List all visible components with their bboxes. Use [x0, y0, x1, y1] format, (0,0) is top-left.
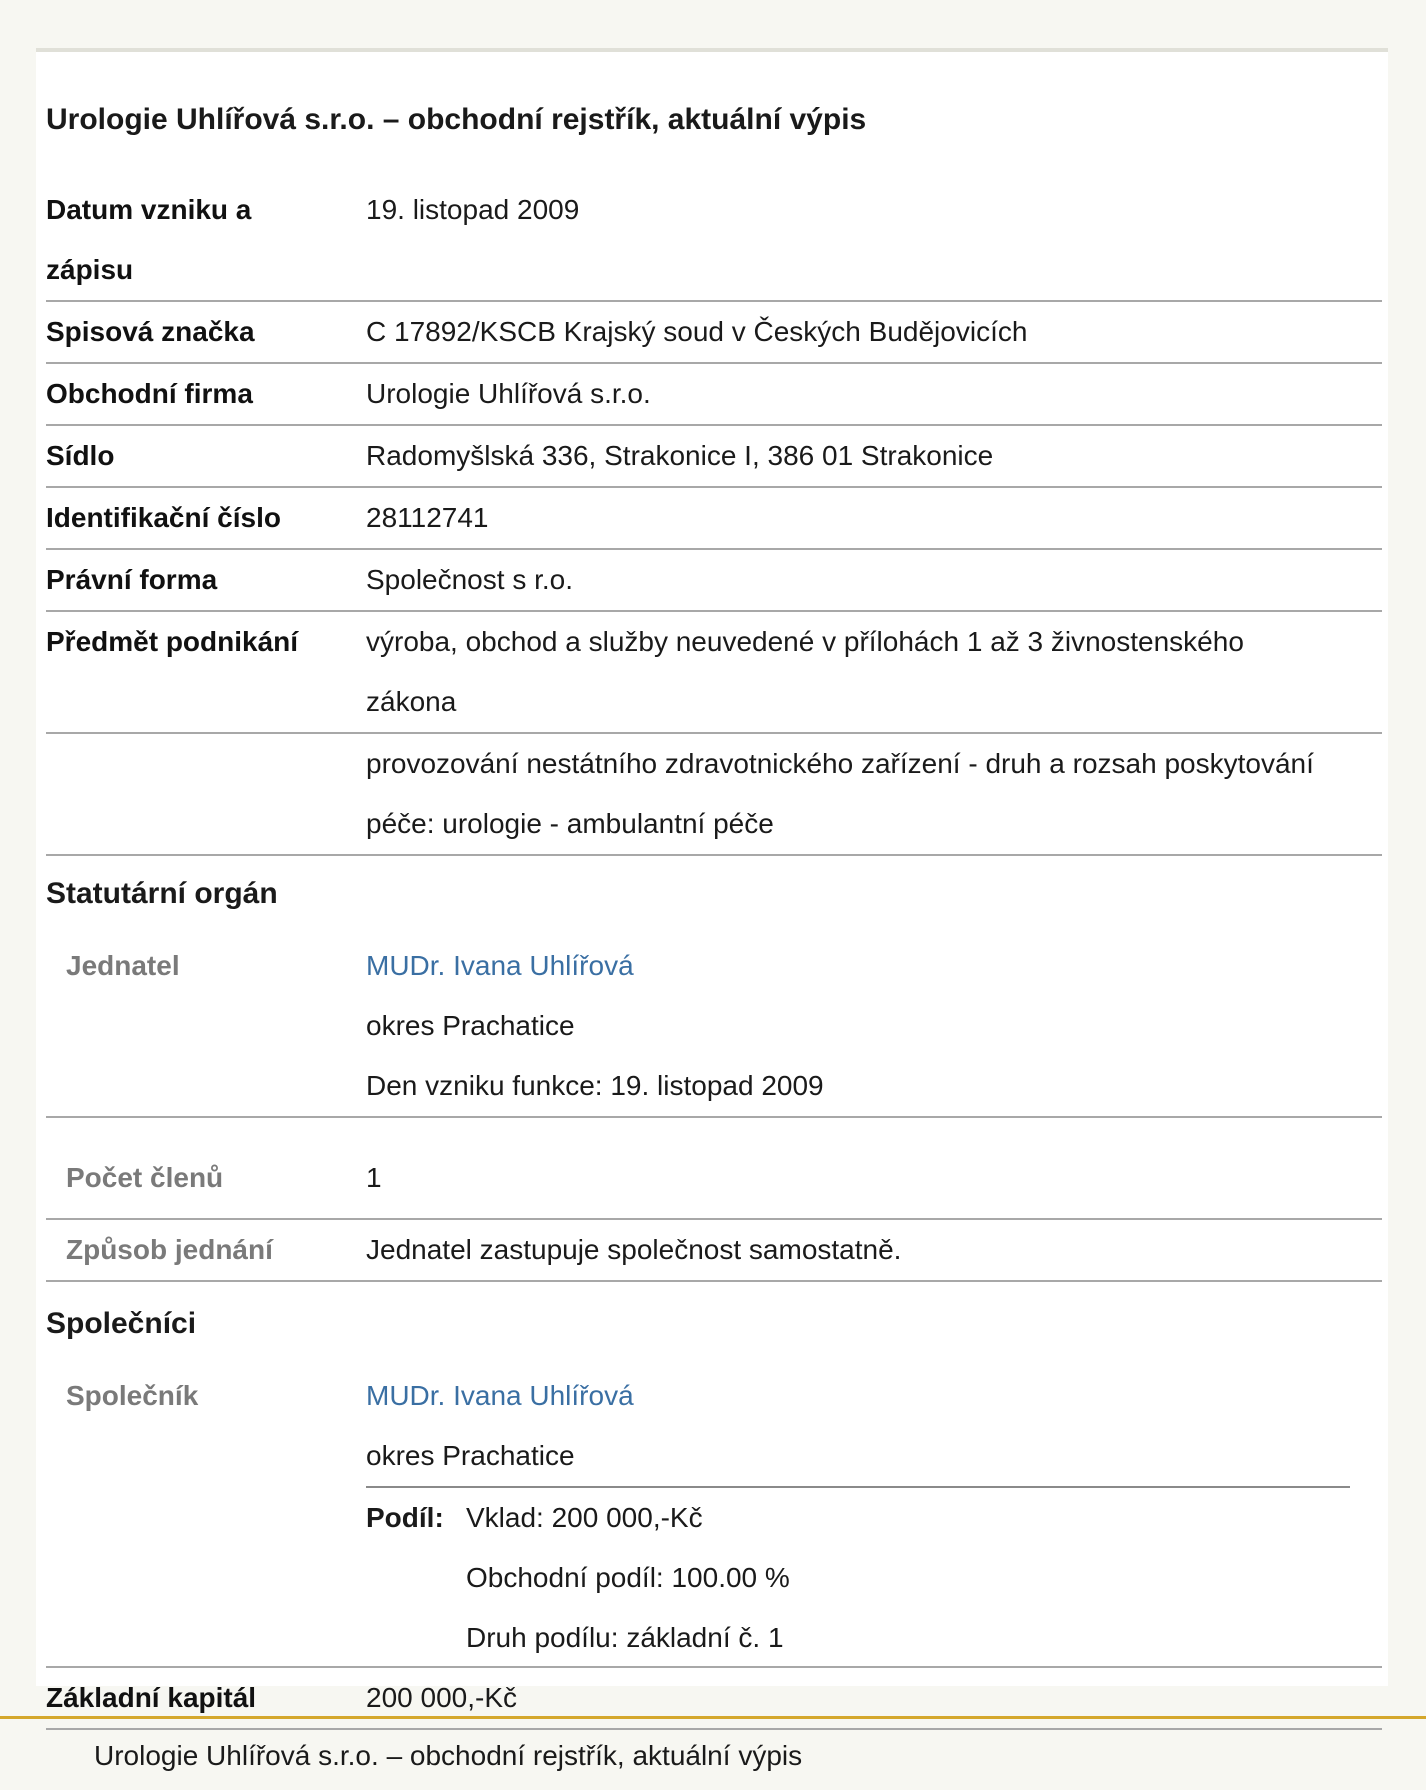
row-label: Sídlo [46, 440, 115, 471]
row-obchodni-firma [46, 364, 1382, 426]
value-line: okres Prachatice [366, 1010, 575, 1041]
podil-label: Podíl: [366, 1502, 444, 1533]
row-value: Společnost s r.o. [366, 564, 574, 595]
row-value: Urologie Uhlířová s.r.o. [366, 378, 651, 409]
footer-title: Urologie Uhlířová s.r.o. – obchodní rejstřík, aktuální výpis [94, 1740, 803, 1771]
value-line: okres Prachatice [366, 1440, 575, 1471]
registry-extract-card [36, 52, 1388, 1713]
jednatel-name-link[interactable]: MUDr. Ivana Uhlířová [366, 950, 634, 981]
row-value: Radomyšlská 336, Strakonice I, 386 01 Strakonice [366, 440, 994, 471]
row-pocet-clenu [46, 1138, 1382, 1220]
row-value: 28112741 [366, 502, 489, 533]
section-heading-spolecnici: Společníci [46, 1307, 197, 1340]
row-jednatel [46, 936, 1382, 1118]
row-zpusob-jednani [46, 1220, 1382, 1282]
row-label: Právní forma [46, 564, 218, 595]
row-datum-vzniku [46, 180, 1382, 302]
label-line: Datum vzniku a [46, 194, 252, 225]
value-line: výroba, obchod a služby neuvedené v přílohách 1 až 3 živnostenského [366, 626, 1244, 657]
row-value [366, 1366, 1382, 1486]
row-label: Jednatel [66, 950, 180, 981]
footer-divider [0, 1716, 1426, 1719]
row-label: Základní kapitál [46, 1682, 257, 1713]
row-pravni-forma [46, 550, 1382, 612]
value-line: provozování nestátního zdravotnického zařízení - druh a rozsah poskytování [366, 748, 1314, 779]
value-line: péče: urologie - ambulantní péče [366, 808, 774, 839]
row-label [46, 180, 346, 300]
row-value: 1 [366, 1162, 382, 1193]
row-label: Počet členů [66, 1162, 224, 1193]
row-label: Způsob jednání [66, 1234, 273, 1265]
value-line: zákona [366, 686, 457, 717]
row-predmet-podnikani-2 [46, 734, 1382, 856]
row-label: Identifikační číslo [46, 502, 281, 533]
row-value: C 17892/KSCB Krajský soud v Českých Budějovicích [366, 316, 1028, 347]
row-identifikacni-cislo [46, 488, 1382, 550]
row-sidlo [46, 426, 1382, 488]
label-line: zápisu [46, 254, 134, 285]
obchodni-podil-value: Obchodní podíl: 100.00 % [466, 1562, 790, 1593]
section-heading-statutarni-organ: Statutární orgán [46, 877, 278, 910]
druh-podilu-value: Druh podílu: základní č. 1 [466, 1622, 784, 1653]
vklad-value: Vklad: 200 000,-Kč [466, 1502, 703, 1533]
value-line: Den vzniku funkce: 19. listopad 2009 [366, 1070, 824, 1101]
podil-values [466, 1488, 790, 1668]
row-spisova-znacka [46, 302, 1382, 364]
row-label: Předmět podnikání [46, 626, 299, 657]
row-predmet-podnikani [46, 612, 1382, 734]
row-value [366, 936, 1382, 1116]
row-value: 200 000,-Kč [366, 1682, 517, 1713]
page-title: Urologie Uhlířová s.r.o. – obchodní rejstřík, aktuální výpis [46, 103, 867, 136]
row-zakladni-kapital [46, 1668, 1382, 1730]
row-label: Spisová značka [46, 316, 255, 347]
row-label: Obchodní firma [46, 378, 253, 409]
row-spolecnik [46, 1366, 1382, 1668]
spolecnik-name-link[interactable]: MUDr. Ivana Uhlířová [366, 1380, 634, 1411]
row-value [366, 612, 1382, 732]
row-value: 19. listopad 2009 [366, 194, 580, 225]
row-value [366, 734, 1382, 854]
row-label: Společník [66, 1380, 199, 1411]
row-value: Jednatel zastupuje společnost samostatně. [366, 1234, 902, 1265]
